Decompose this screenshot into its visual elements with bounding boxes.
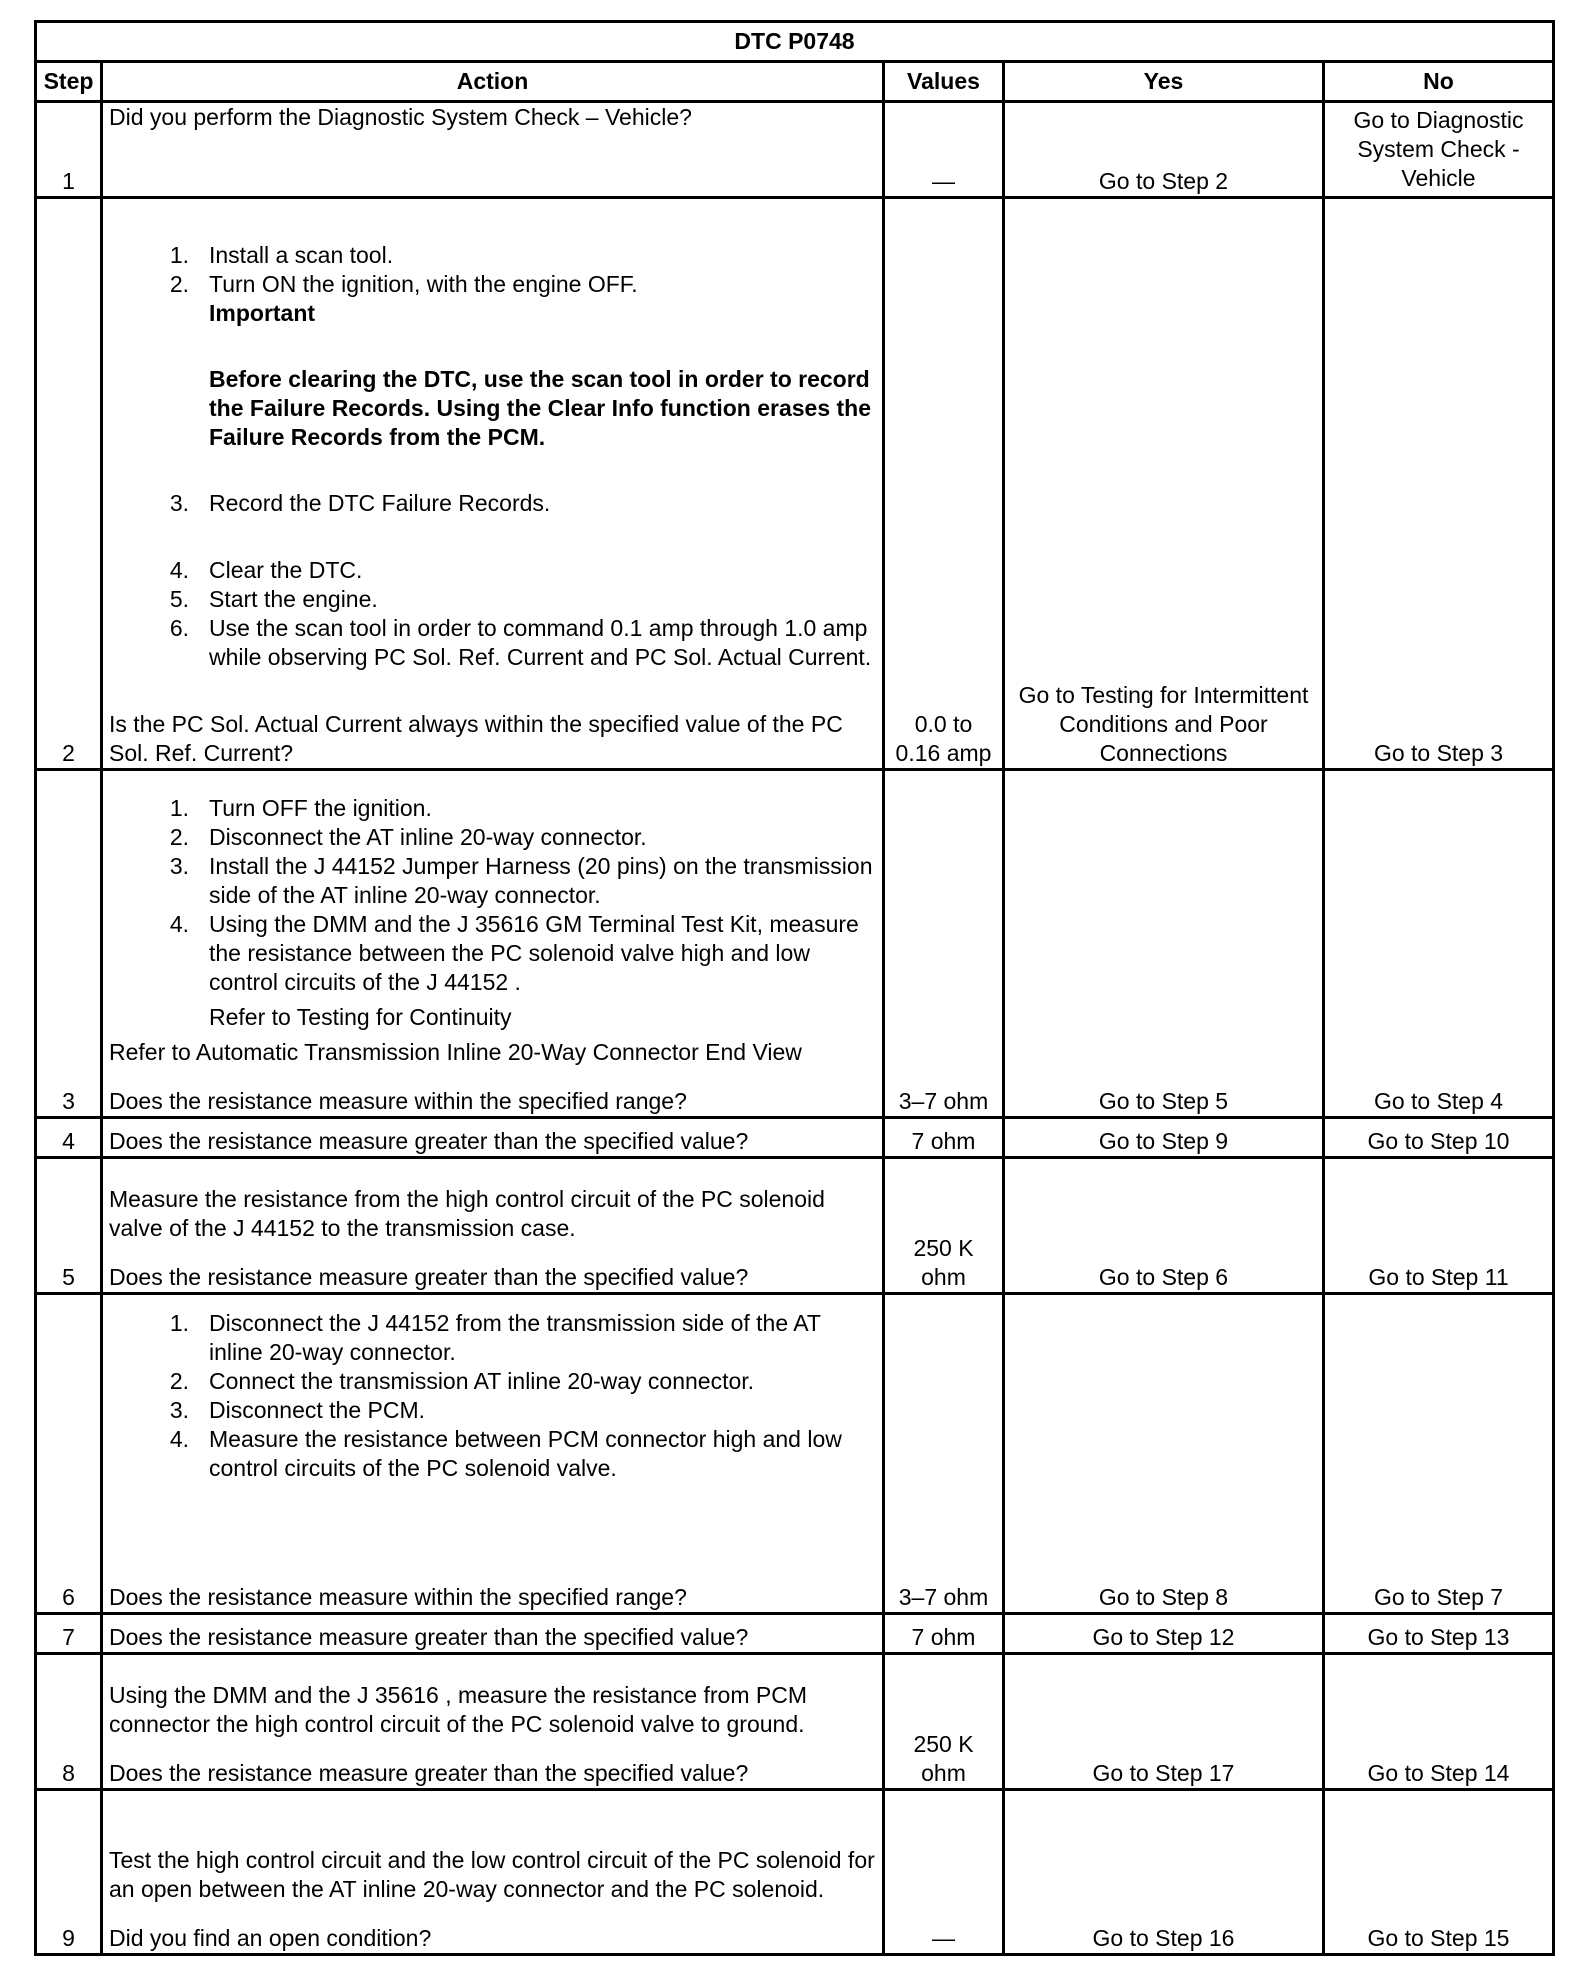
action-list	[109, 1309, 876, 1483]
list-item: 2. Disconnect the AT inline 20-way connector.	[169, 824, 647, 850]
action-question: Does the resistance measure greater than the specified value?	[109, 1128, 749, 1154]
table-row	[36, 198, 1554, 770]
step-number: 6	[36, 1294, 102, 1614]
table-row	[36, 102, 1554, 198]
action-question: Does the resistance measure greater than the specified value?	[109, 1264, 749, 1290]
yes-link[interactable]: Go to Step 6	[1004, 1158, 1324, 1294]
list-item: 4. Using the DMM and the J 35616 GM Terminal Test Kit, measure the resistance between the PC solenoid valve high and low control circuits of the J 44152 .	[169, 911, 859, 995]
list-item: 4. Measure the resistance between PCM connector high and low control circuits of the PC solenoid valve.	[169, 1426, 842, 1481]
values-cell: —	[884, 102, 1004, 198]
no-link[interactable]: Go to Step 13	[1324, 1614, 1554, 1654]
action-question: Did you find an open condition?	[109, 1925, 432, 1951]
table-row	[36, 1654, 1554, 1790]
header-values: Values	[884, 62, 1004, 102]
table-header-row	[36, 62, 1554, 102]
action-cell	[102, 1790, 884, 1955]
action-list	[109, 794, 876, 997]
important-text: Before clearing the DTC, use the scan tool in order to record the Failure Records. Using the Clear Info function erases the Failure Records from the PCM.	[209, 366, 872, 450]
action-cell	[102, 770, 884, 1118]
step-number: 4	[36, 1118, 102, 1158]
no-link[interactable]: Go to Step 7	[1324, 1294, 1554, 1614]
header-action: Action	[102, 62, 884, 102]
action-question: Does the resistance measure greater than the specified value?	[109, 1624, 749, 1650]
action-question: Does the resistance measure within the specified range?	[109, 1584, 687, 1610]
header-no: No	[1324, 62, 1554, 102]
values-cell: 7 ohm	[884, 1614, 1004, 1654]
no-link[interactable]: Go to Step 14	[1324, 1654, 1554, 1790]
action-cell	[102, 1294, 884, 1614]
list-item: 2. Turn ON the ignition, with the engine OFF.	[169, 271, 638, 297]
action-list	[109, 241, 876, 299]
table-title: DTC P0748	[36, 22, 1554, 62]
list-item: 1. Install a scan tool.	[169, 242, 394, 268]
action-question: Is the PC Sol. Actual Current always within the specified value of the PC Sol. Ref. Current?	[109, 711, 843, 766]
yes-link[interactable]: Go to Step 2	[1004, 102, 1324, 198]
action-list	[109, 556, 876, 672]
yes-link[interactable]: Go to Step 5	[1004, 770, 1324, 1118]
list-item: 5. Start the engine.	[169, 586, 378, 612]
values-cell: 3–7 ohm	[884, 770, 1004, 1118]
action-text: Test the high control circuit and the low control circuit of the PC solenoid for an open between the AT inline 20-way connector and the PC solenoid.	[109, 1847, 875, 1902]
step-number: 3	[36, 770, 102, 1118]
yes-link[interactable]: Go to Step 9	[1004, 1118, 1324, 1158]
action-question: Did you perform the Diagnostic System Check – Vehicle?	[109, 104, 692, 130]
values-cell: 0.0 to 0.16 amp	[884, 198, 1004, 770]
yes-link[interactable]: Go to Step 16	[1004, 1790, 1324, 1955]
list-item: 3. Record the DTC Failure Records.	[169, 490, 551, 516]
table-row	[36, 1118, 1554, 1158]
no-link[interactable]: Go to Step 3	[1324, 198, 1554, 770]
header-yes: Yes	[1004, 62, 1324, 102]
action-cell	[102, 198, 884, 770]
important-label: Important	[209, 300, 316, 326]
step-number: 7	[36, 1614, 102, 1654]
table-row	[36, 1614, 1554, 1654]
table-row	[36, 1790, 1554, 1955]
action-text: Measure the resistance from the high control circuit of the PC solenoid valve of the J 44152 to the transmission case.	[109, 1186, 825, 1241]
action-question: Does the resistance measure greater than the specified value?	[109, 1760, 749, 1786]
list-item: 3. Disconnect the PCM.	[169, 1397, 426, 1423]
refer-link[interactable]: Refer to Automatic Transmission Inline 20-Way Connector End View	[109, 1039, 802, 1065]
table-row	[36, 770, 1554, 1118]
values-cell: —	[884, 1790, 1004, 1955]
no-link[interactable]: Go to Step 15	[1324, 1790, 1554, 1955]
no-link[interactable]: Go to Step 4	[1324, 770, 1554, 1118]
list-item: 2. Connect the transmission AT inline 20-way connector.	[169, 1368, 755, 1394]
action-cell	[102, 1654, 884, 1790]
action-question: Does the resistance measure within the specified range?	[109, 1088, 687, 1114]
refer-link[interactable]: Refer to Testing for Continuity	[209, 1004, 512, 1030]
list-item: 1. Turn OFF the ignition.	[169, 795, 432, 821]
step-number: 9	[36, 1790, 102, 1955]
action-cell	[102, 1118, 884, 1158]
table-row	[36, 1158, 1554, 1294]
list-item: 1. Disconnect the J 44152 from the transmission side of the AT inline 20-way connector.	[169, 1310, 821, 1365]
header-step: Step	[36, 62, 102, 102]
yes-link[interactable]: Go to Step 12	[1004, 1614, 1324, 1654]
no-link[interactable]: Go to Step 10	[1324, 1118, 1554, 1158]
step-number: 2	[36, 198, 102, 770]
yes-link[interactable]: Go to Step 8	[1004, 1294, 1324, 1614]
dtc-table	[34, 20, 1555, 1956]
values-cell: 250 K ohm	[884, 1158, 1004, 1294]
values-cell: 3–7 ohm	[884, 1294, 1004, 1614]
step-number: 5	[36, 1158, 102, 1294]
yes-link[interactable]: Go to Testing for Intermittent Conditions and Poor Connections	[1004, 198, 1324, 770]
action-cell	[102, 1158, 884, 1294]
no-link[interactable]: Go to Diagnostic System Check - Vehicle	[1324, 102, 1554, 198]
table-title-row	[36, 22, 1554, 62]
step-number: 8	[36, 1654, 102, 1790]
list-item: 6. Use the scan tool in order to command 0.1 amp through 1.0 amp while observing PC Sol. Ref. Current and PC Sol. Actual Current.	[169, 615, 872, 670]
values-cell: 7 ohm	[884, 1118, 1004, 1158]
list-item: 4. Clear the DTC.	[169, 557, 363, 583]
action-list	[109, 489, 876, 518]
values-cell: 250 K ohm	[884, 1654, 1004, 1790]
step-number: 1	[36, 102, 102, 198]
action-cell	[102, 1614, 884, 1654]
no-link[interactable]: Go to Step 11	[1324, 1158, 1554, 1294]
list-item: 3. Install the J 44152 Jumper Harness (20 pins) on the transmission side of the AT inline 20-way connector.	[169, 853, 873, 908]
action-cell	[102, 102, 884, 198]
yes-link[interactable]: Go to Step 17	[1004, 1654, 1324, 1790]
table-row	[36, 1294, 1554, 1614]
action-text: Using the DMM and the J 35616 , measure the resistance from PCM connector the high control circuit of the PC solenoid valve to ground.	[109, 1682, 807, 1737]
